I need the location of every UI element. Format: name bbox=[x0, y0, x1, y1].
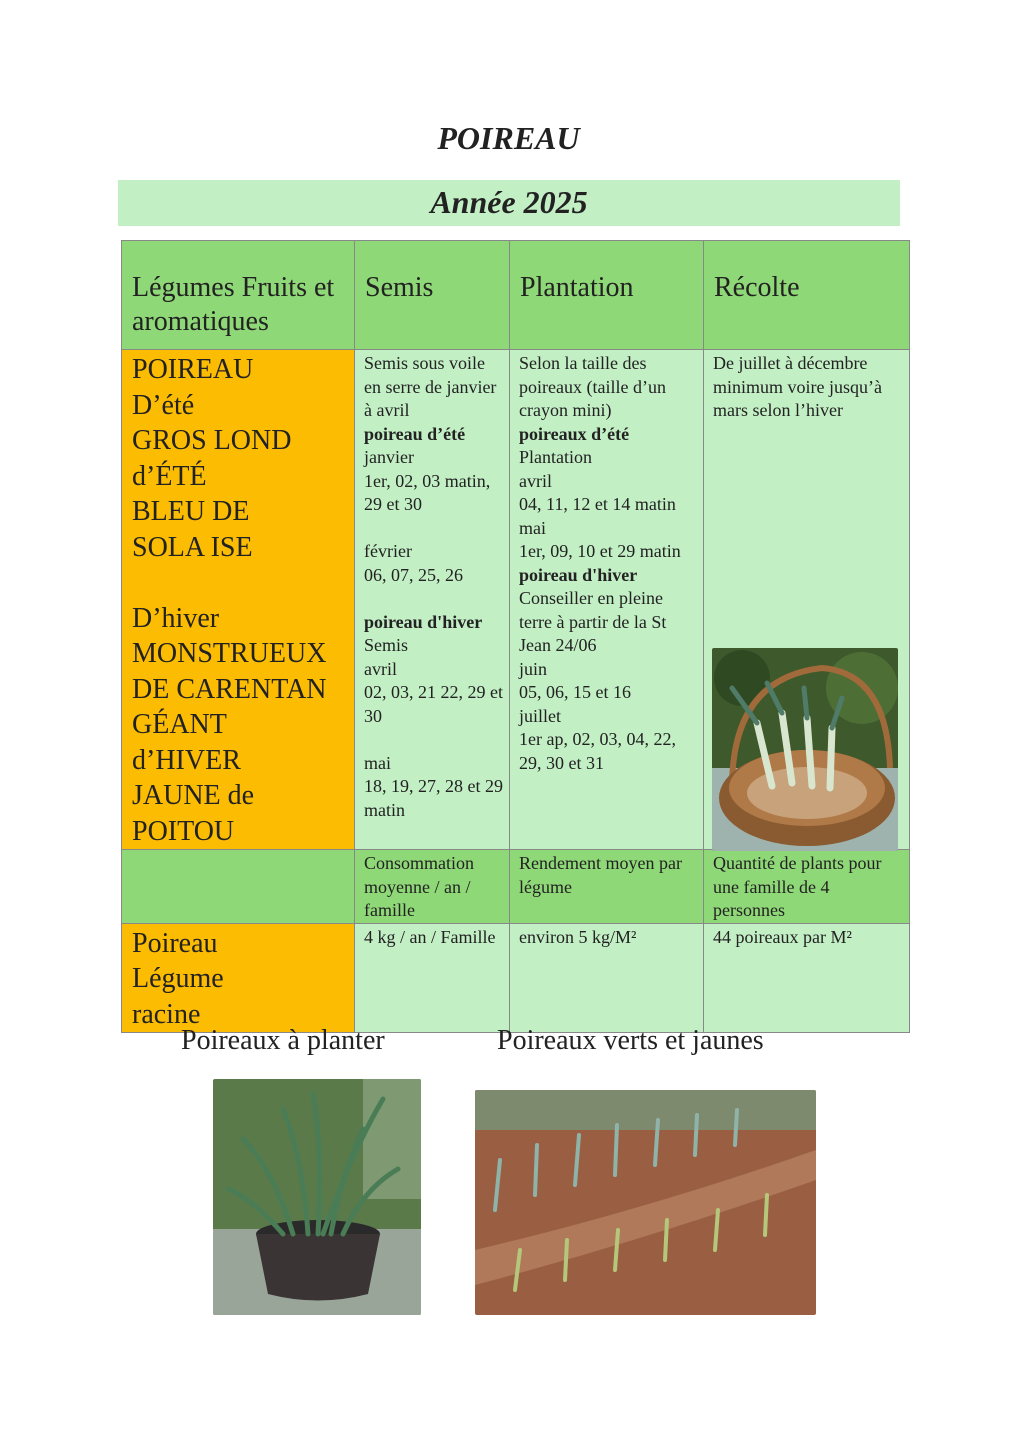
variety-line: SOLA ISE bbox=[132, 531, 253, 563]
variety-line: D’été bbox=[132, 389, 195, 421]
header-cell: Récolte bbox=[704, 241, 910, 350]
plantation-ete-month: avril bbox=[519, 470, 552, 491]
variety-line: POIREAU bbox=[132, 354, 254, 385]
plantation-hiver-dates: 05, 06, 15 et 16 bbox=[519, 682, 631, 702]
spacer bbox=[132, 565, 346, 601]
semis-hiver-title: poireau d'hiver bbox=[364, 611, 483, 632]
variety-line: GÉANT bbox=[132, 709, 227, 740]
semis-hiver-dates: 18, 19, 27, 28 et 29 matin bbox=[364, 776, 503, 820]
plantation-ete-sub: Plantation bbox=[519, 447, 592, 467]
variety-line: GROS LOND bbox=[132, 425, 292, 456]
header-cell: Semis bbox=[355, 241, 510, 350]
variety-line: MONSTRUEUX bbox=[132, 638, 327, 669]
basket-of-leeks-photo bbox=[712, 648, 898, 851]
table-row bbox=[122, 923, 910, 1033]
variety-line: D’hiver bbox=[132, 602, 220, 634]
plantation-hiver-dates: 1er ap, 02, 03, 04, 22, 29, 30 et 31 bbox=[519, 729, 676, 773]
type-cell: Poireau Légume racine bbox=[122, 923, 355, 1033]
year-banner: Année 2025 bbox=[118, 180, 900, 226]
empty-cell bbox=[122, 850, 355, 924]
semis-hiver-month: mai bbox=[364, 752, 391, 773]
semis-ete-month: février bbox=[364, 541, 412, 561]
plantation-ete-title: poireaux d’été bbox=[519, 423, 630, 444]
quantite-value: 44 poireaux par M² bbox=[704, 923, 910, 1033]
table-row bbox=[122, 850, 910, 924]
calendar-table bbox=[121, 240, 910, 1033]
leek-garden-rows-photo bbox=[475, 1090, 816, 1315]
leek-seedlings-in-bucket-photo bbox=[213, 1079, 421, 1315]
recolte-text: De juillet à décembre minimum voire jusqu’à mars selon l’hiver bbox=[713, 353, 882, 420]
semis-cell bbox=[355, 350, 510, 850]
consommation-value: 4 kg / an / Famille bbox=[355, 923, 510, 1033]
semis-hiver-dates: 02, 03, 21 22, 29 et 30 bbox=[364, 682, 503, 726]
header-cell: Plantation bbox=[510, 241, 704, 350]
semis-hiver-sub: Semis bbox=[364, 635, 409, 655]
header-cell: Légumes Fruits et aromatiques bbox=[122, 241, 355, 350]
recolte-cell bbox=[704, 350, 910, 850]
variety-line: DE CARENTAN bbox=[132, 673, 327, 705]
table-row bbox=[122, 350, 910, 850]
plantation-hiver-month: juin bbox=[519, 658, 548, 679]
semis-ete-dates: 1er, 02, 03 matin, 29 et 30 bbox=[364, 470, 491, 514]
plantation-hiver-title: poireau d'hiver bbox=[519, 564, 638, 585]
plantation-hiver-text: Conseiller en pleine terre à partir de la St Jean 24/06 bbox=[519, 588, 667, 655]
variety-line: BLEU DE bbox=[132, 496, 250, 527]
plantation-cell bbox=[510, 350, 704, 850]
plantation-hiver-month: juillet bbox=[519, 705, 561, 726]
variety-line: d’HIVER bbox=[132, 744, 241, 776]
semis-ete-month: janvier bbox=[364, 447, 414, 467]
semis-ete-title: poireau d’été bbox=[364, 423, 466, 444]
page-title: POIREAU bbox=[437, 120, 580, 156]
variety-line: JAUNE de bbox=[132, 780, 255, 811]
plantation-ete-month: mai bbox=[519, 517, 546, 538]
variety-line: d’ÉTÉ bbox=[132, 460, 207, 492]
table-header-row bbox=[122, 241, 910, 350]
semis-intro: Semis sous voile en serre de janvier à avril bbox=[364, 353, 497, 420]
varieties-cell bbox=[122, 350, 355, 850]
caption-left: Poireaux à planter bbox=[181, 1025, 385, 1056]
quantite-header: Quantité de plants pour une famille de 4 personnes bbox=[704, 850, 910, 924]
rendement-header: Rendement moyen par légume bbox=[510, 850, 704, 924]
semis-hiver-month: avril bbox=[364, 658, 397, 679]
semis-ete-dates: 06, 07, 25, 26 bbox=[364, 564, 463, 585]
plantation-ete-dates: 04, 11, 12 et 14 matin bbox=[519, 494, 676, 514]
plantation-ete-dates: 1er, 09, 10 et 29 matin bbox=[519, 541, 681, 561]
plantation-intro: Selon la taille des poireaux (taille d’un crayon mini) bbox=[519, 353, 666, 420]
variety-line: POITOU bbox=[132, 815, 235, 847]
rendement-value: environ 5 kg/M² bbox=[510, 923, 704, 1033]
caption-right: Poireaux verts et jaunes bbox=[497, 1025, 764, 1056]
consommation-header: Consommation moyenne / an / famille bbox=[355, 850, 510, 924]
